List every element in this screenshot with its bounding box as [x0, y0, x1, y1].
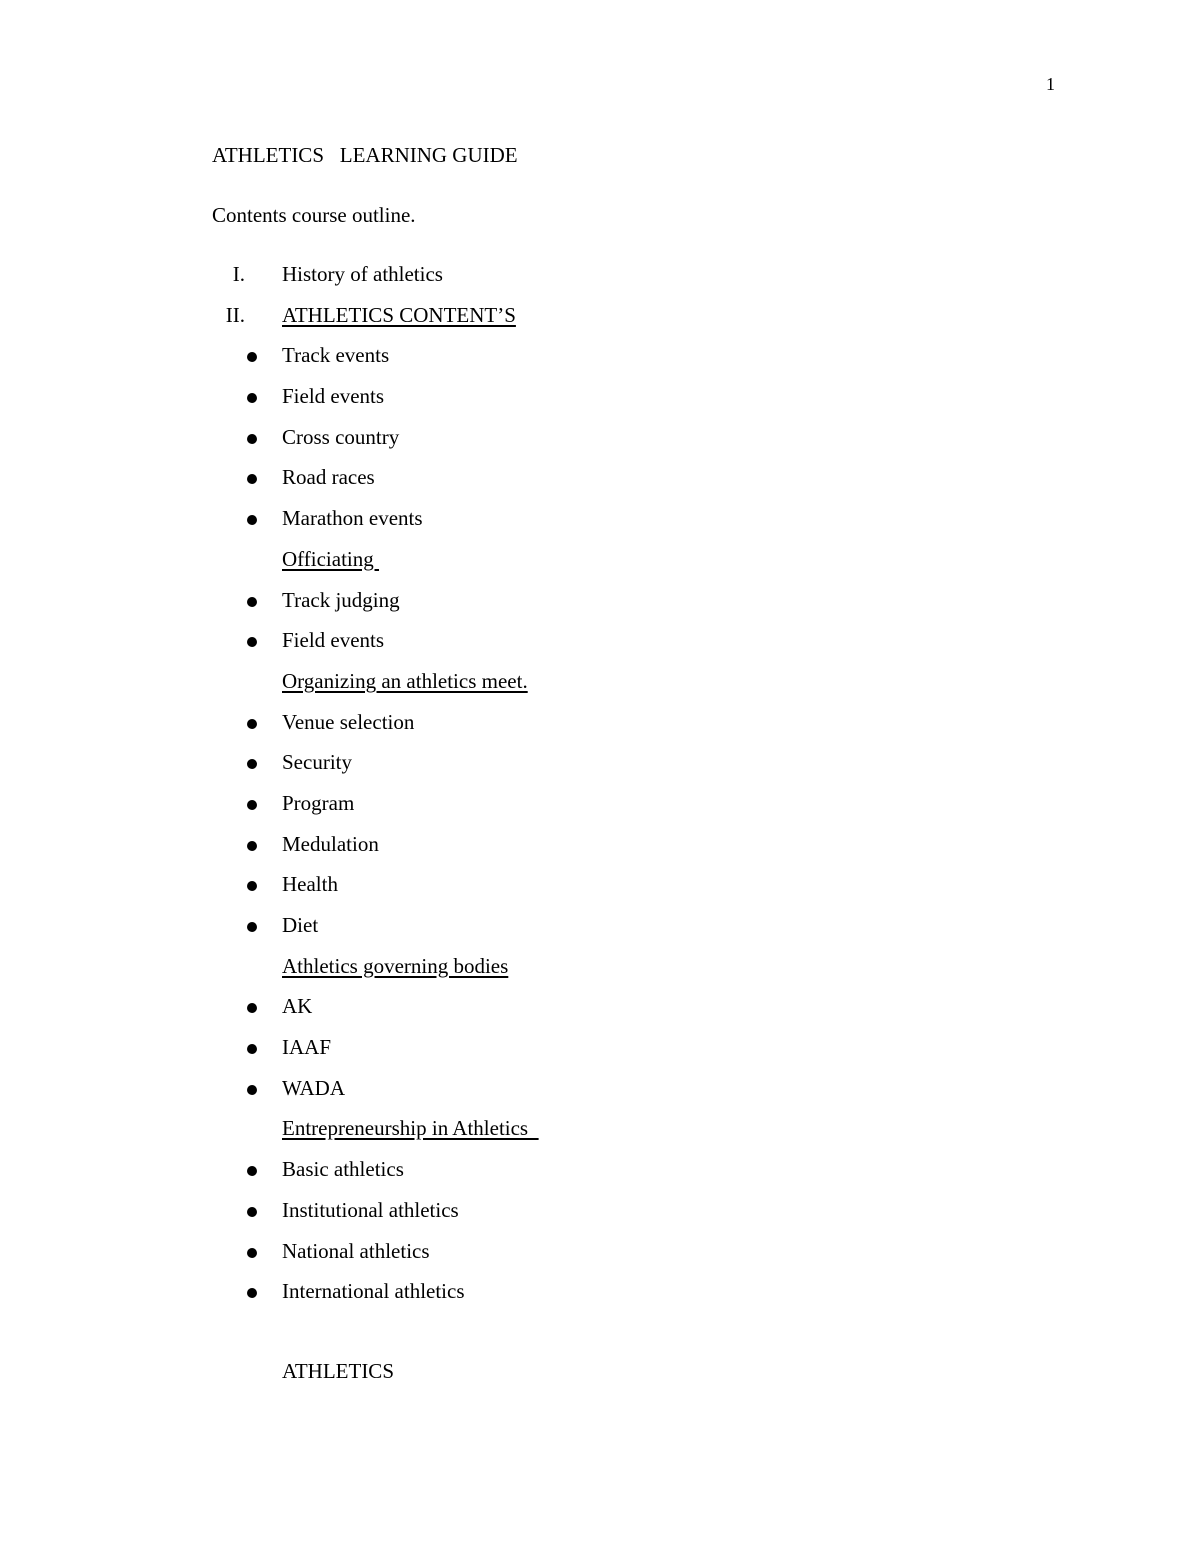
bullet-icon — [247, 1085, 257, 1095]
section-heading-organizing — [212, 661, 1012, 702]
list-item-label: Diet — [282, 913, 319, 937]
list-item-label: International athletics — [282, 1279, 465, 1304]
bullet-icon — [247, 515, 257, 525]
outline-item-roman — [212, 254, 1012, 295]
intro-line: Contents course outline. — [212, 203, 416, 227]
list-item-label: Basic athletics — [282, 1157, 404, 1182]
section-heading-entrepreneurship — [212, 1108, 1012, 1149]
list-item — [212, 457, 1012, 498]
bullet-icon — [247, 881, 257, 891]
list-item — [212, 824, 1012, 865]
list-item — [212, 783, 1012, 824]
outline-item-label: ATHLETICS CONTENT’S — [282, 302, 516, 327]
bullet-icon — [247, 393, 257, 403]
list-item-label: Road races — [282, 465, 375, 490]
list-item — [212, 620, 1012, 661]
list-item-label: WADA — [282, 1075, 345, 1100]
list-item — [212, 702, 1012, 743]
list-item — [212, 417, 1012, 458]
bullet-icon — [247, 597, 257, 607]
list-item-label: IAAF — [282, 1035, 332, 1060]
bullet-icon — [247, 637, 257, 647]
page-number: 1 — [1046, 74, 1055, 94]
list-item-label: National athletics — [282, 1238, 430, 1263]
list-item-label: Track judging — [282, 587, 400, 612]
bullet-icon — [247, 1044, 257, 1054]
bullet-icon — [247, 1248, 257, 1258]
list-item-label: Program — [282, 790, 355, 815]
list-item-label: Medulation — [282, 831, 379, 856]
list-item-label: Cross country — [282, 424, 400, 449]
bullet-icon — [247, 922, 257, 932]
outline-item-label: History of athletics — [282, 262, 443, 286]
outline-item-roman — [212, 295, 1012, 336]
list-item — [212, 580, 1012, 621]
list-item-label: AK — [282, 994, 313, 1019]
bullet-icon — [247, 841, 257, 851]
list-item-label: Venue selection — [282, 709, 415, 734]
list-item — [212, 864, 1012, 905]
list-item — [212, 498, 1012, 539]
roman-numeral: II. — [225, 302, 245, 327]
section-heading-label: Organizing an athletics meet. — [282, 668, 528, 693]
list-item-label: Marathon events — [282, 506, 423, 531]
bullet-icon — [247, 1003, 257, 1013]
list-item-label: Security — [282, 750, 352, 775]
list-item — [212, 742, 1012, 783]
bullet-icon — [247, 759, 257, 769]
bullet-icon — [247, 1166, 257, 1176]
bullet-icon — [247, 719, 257, 729]
bullet-icon — [247, 1207, 257, 1217]
section-heading-label: Entrepreneurship in Athletics — [282, 1116, 539, 1141]
list-item — [212, 1068, 1012, 1109]
document-title: ATHLETICS LEARNING GUIDE — [212, 143, 518, 167]
section-heading-officiating — [212, 539, 1012, 580]
list-item — [212, 1271, 1012, 1312]
section-heading-governing — [212, 946, 1012, 987]
bullet-icon — [247, 352, 257, 362]
course-outline — [212, 254, 1012, 1312]
list-item — [212, 1027, 1012, 1068]
list-item — [212, 335, 1012, 376]
roman-numeral: I. — [232, 262, 245, 286]
closing-heading: ATHLETICS — [282, 1359, 394, 1383]
list-item-label: Field events — [282, 384, 385, 409]
list-item-label: Field events — [282, 628, 385, 653]
list-item-label: Health — [282, 872, 338, 897]
list-item-label: Track events — [282, 343, 390, 368]
list-item — [212, 1231, 1012, 1272]
section-heading-label: Officiating — [282, 546, 380, 571]
list-item — [212, 376, 1012, 417]
bullet-icon — [247, 1288, 257, 1298]
bullet-icon — [247, 434, 257, 444]
list-item — [212, 1149, 1012, 1190]
list-item-label: Institutional athletics — [282, 1197, 459, 1222]
bullet-icon — [247, 800, 257, 810]
list-item — [212, 986, 1012, 1027]
list-item — [212, 1190, 1012, 1231]
list-item — [212, 905, 1012, 946]
section-heading-label: Athletics governing bodies — [282, 953, 509, 978]
bullet-icon — [247, 474, 257, 484]
